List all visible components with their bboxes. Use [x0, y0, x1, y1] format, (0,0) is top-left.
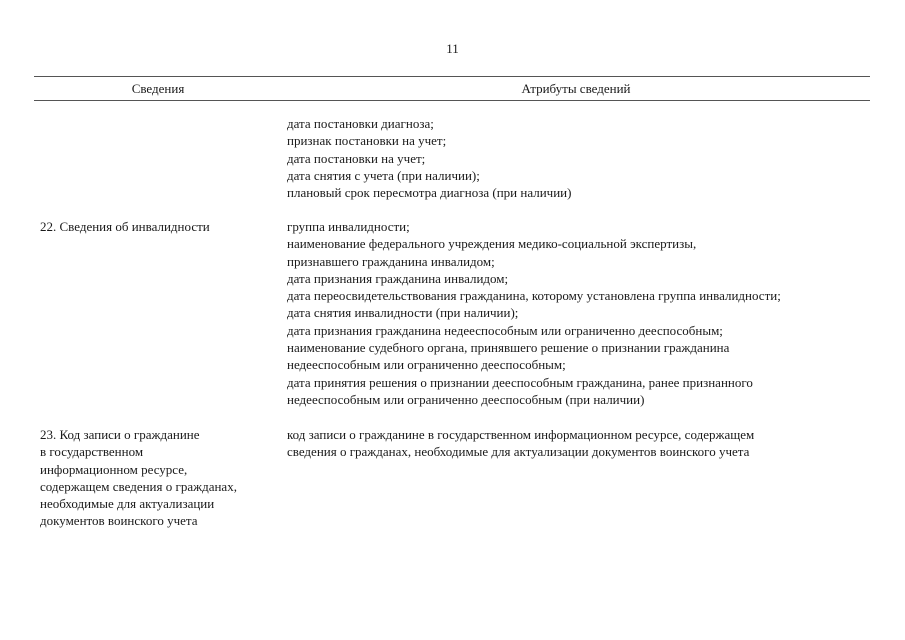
- info-name-line: документов воинского учета: [40, 513, 198, 529]
- info-name-line: необходимые для актуализации: [40, 496, 215, 512]
- attribute-line: недееспособным или ограниченно дееспособным;: [287, 357, 566, 373]
- attribute-line: дата снятия инвалидности (при наличии);: [287, 305, 519, 321]
- attribute-line: признак постановки на учет;: [287, 133, 447, 149]
- attributes-cell: [287, 426, 754, 461]
- table-header-rule: [34, 100, 870, 101]
- column-header-info: Сведения: [131, 81, 185, 96]
- attribute-line: дата переосвидетельствования гражданина, которому установлена группа инвалидности;: [287, 288, 781, 304]
- attribute-line: дата постановки диагноза;: [287, 116, 434, 131]
- attribute-line: код записи о гражданине в государственном информационном ресурсе, содержащем: [287, 427, 755, 442]
- attribute-line: плановый срок пересмотра диагноза (при наличии): [287, 185, 572, 201]
- info-name-line: информационном ресурсе,: [40, 461, 188, 477]
- attribute-line: дата постановки на учет;: [287, 150, 426, 166]
- info-name-line: 23. Код записи о гражданине: [40, 427, 200, 442]
- attribute-line: дата признания гражданина недееспособным или ограниченно дееспособным;: [287, 322, 723, 338]
- info-name-cell: [40, 218, 210, 235]
- info-name-line: в государственном: [40, 444, 144, 460]
- attributes-cell: [287, 115, 571, 201]
- attribute-line: недееспособным или ограниченно дееспособным (при наличии): [287, 391, 645, 407]
- attribute-line: дата принятия решения о признании дееспособным гражданина, ранее признанного: [287, 374, 753, 390]
- attribute-line: сведения о гражданах, необходимые для актуализации документов воинского учета: [287, 444, 750, 460]
- page-number: 11: [446, 41, 459, 56]
- attribute-line: наименование федерального учреждения медико-социальной экспертизы,: [287, 236, 697, 252]
- attribute-line: дата признания гражданина инвалидом;: [287, 270, 509, 286]
- attribute-line: наименование судебного органа, принявшего решение о признании гражданина: [287, 340, 730, 356]
- table-top-rule: [34, 76, 870, 77]
- column-header-attributes: Атрибуты сведений: [521, 81, 631, 96]
- attribute-line: признавшего гражданина инвалидом;: [287, 253, 495, 269]
- info-name-cell: [40, 426, 237, 530]
- info-name-line: содержащем сведения о гражданах,: [40, 478, 237, 494]
- attributes-cell: [287, 218, 781, 408]
- attribute-line: группа инвалидности;: [287, 219, 410, 234]
- attribute-line: дата снятия с учета (при наличии);: [287, 167, 480, 183]
- info-name-line: 22. Сведения об инвалидности: [40, 219, 210, 234]
